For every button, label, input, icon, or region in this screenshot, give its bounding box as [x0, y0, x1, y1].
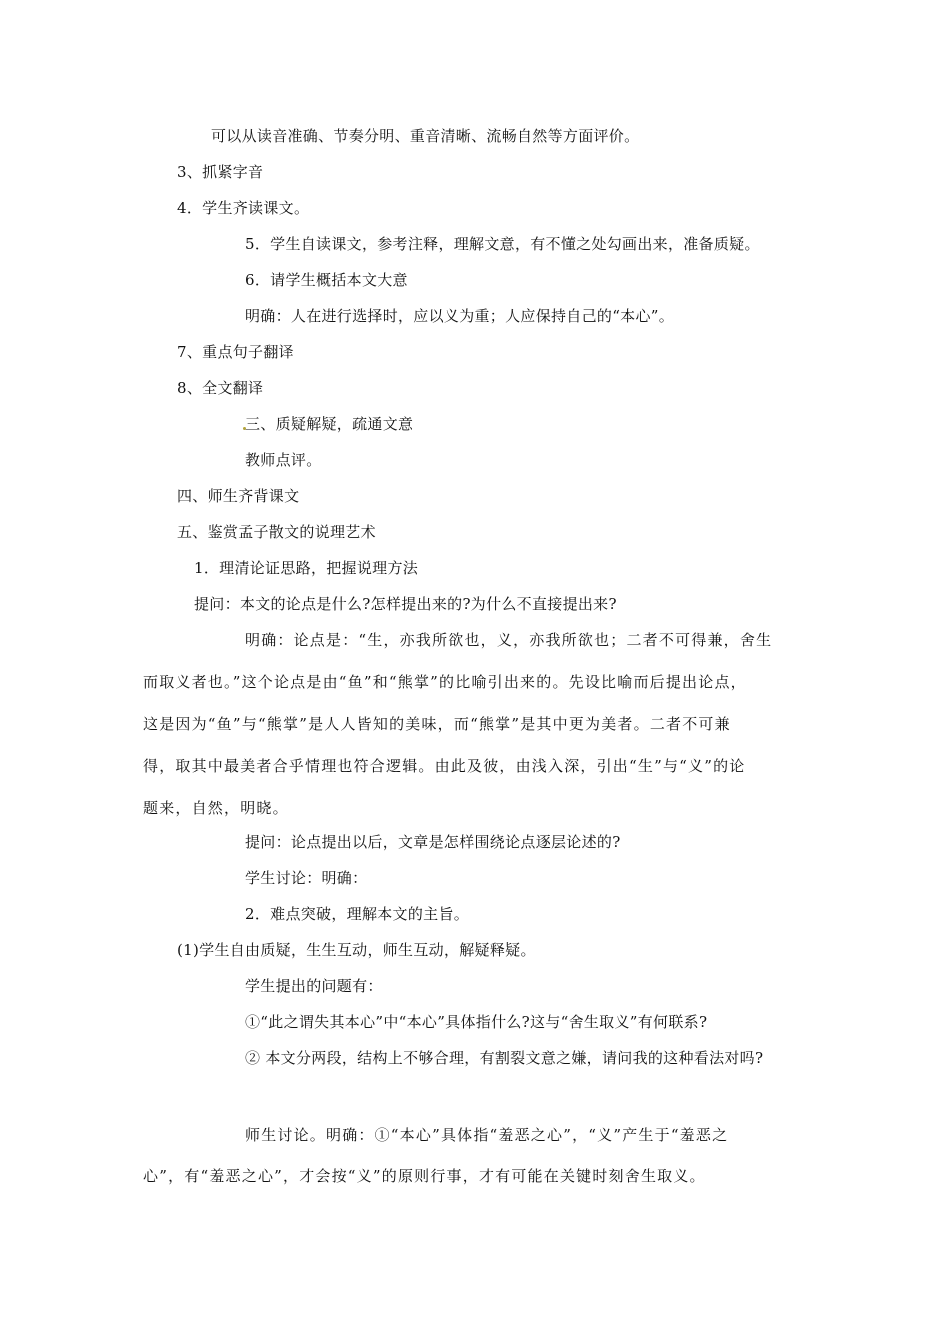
text-line: 三、质疑解疑，疏通文意 [245, 415, 414, 433]
text-line: 3、抓紧字音 [177, 163, 264, 181]
text-line: 题来，自然，明晓。 [143, 799, 289, 817]
text-line: ② 本文分两段，结构上不够合理，有割裂文意之嫌，请问我的这种看法对吗? [245, 1049, 764, 1067]
text-line: 1．理清论证思路，把握说理方法 [194, 559, 419, 577]
text-line: 五、鉴赏孟子散文的说理艺术 [177, 523, 376, 541]
text-line: 6．请学生概括本文大意 [245, 271, 408, 289]
text-line: 明确：论点是：“生，亦我所欲也，义，亦我所欲也；二者不可得兼，舍生 [245, 631, 773, 649]
text-line: (1)学生自由质疑，生生互动，师生互动，解疑释疑。 [177, 941, 536, 959]
text-line: 5．学生自读课文，参考注释，理解文意，有不懂之处勾画出来，准备质疑。 [245, 235, 760, 253]
text-line: 提问：本文的论点是什么?怎样提出来的?为什么不直接提出来? [194, 595, 617, 613]
text-line: 这是因为“鱼”与“熊掌”是人人皆知的美味，而“熊掌”是其中更为美者。二者不可兼 [143, 715, 731, 733]
text-line: 4．学生齐读课文。 [177, 199, 310, 217]
text-line: 8、全文翻译 [177, 379, 264, 397]
text-line: 可以从读音准确、节奏分明、重音清晰、流畅自然等方面评价。 [211, 127, 640, 145]
text-line: 2．难点突破，理解本文的主旨。 [245, 905, 470, 923]
text-line: 7、重点句子翻译 [177, 343, 294, 361]
text-line: 提问：论点提出以后，文章是怎样围绕论点逐层论述的? [245, 833, 621, 851]
text-line: 得，取其中最美者合乎情理也符合逻辑。由此及彼，由浅入深，引出“生”与“义”的论 [143, 757, 746, 775]
text-line: 四、师生齐背课文 [177, 487, 300, 505]
text-line: 学生讨论：明确： [245, 869, 368, 887]
text-line: 教师点评。 [245, 451, 322, 469]
text-line: 明确：人在进行选择时，应以义为重；人应保持自己的“本心”。 [245, 307, 675, 325]
text-line: 师生讨论。明确：①“本心”具体指“羞恶之心”，“义”产生于“羞恶之 [245, 1126, 729, 1144]
text-line: 心”，有“羞恶之心”，才会按“义”的原则行事，才有可能在关键时刻舍生取义。 [143, 1167, 706, 1185]
text-line: 学生提出的问题有： [245, 977, 383, 995]
text-line: 而取义者也。”这个论点是由“鱼”和“熊掌”的比喻引出来的。先设比喻而后提出论点， [143, 673, 747, 691]
text-line: ①“此之谓失其本心”中“本心”具体指什么?这与“舍生取义”有何联系? [245, 1013, 708, 1031]
